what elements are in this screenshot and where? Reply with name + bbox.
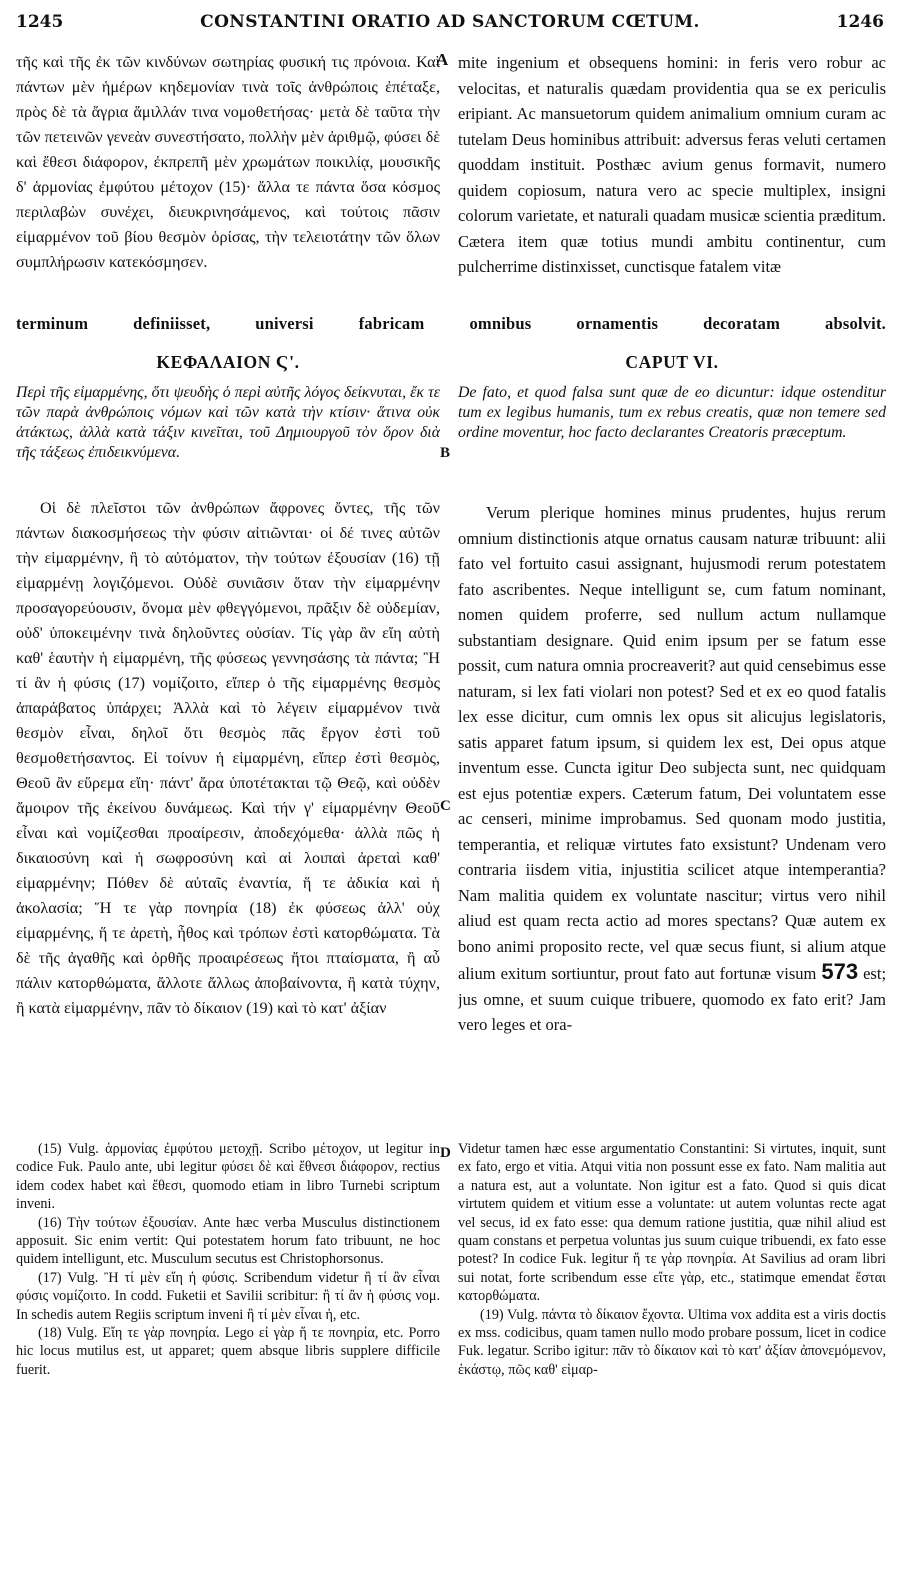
latin-intro-text: mite ingenium et obsequens homini: in feris vero robur ac velocitas, et naturalis quædam providentia qua se ex periculis eripiant. Ac mansuetorum quidem animalium omnium curam ac tutelam Deus hominibus attribuit: adversus feras veluti certamen quoddam instituit. Posthæc avium genus formavit, numero quidem copiosum, natura vero ac specie multiplex, insigni colorum varietate, et naturali quadam musicæ scientia præditum. Cætera item quæ totius mundi ambitu continentur, cum pulcherrime distinxisset, cunctisque fatalem vitæ <box>458 53 886 276</box>
greek-chapter-summary-block <box>16 383 440 493</box>
latin-chapter-heading: CAPUT VI. <box>625 352 719 372</box>
latin-chapter-summary-block <box>458 383 886 473</box>
footnotes-right <box>458 1140 886 1560</box>
page-number-left: 1245 <box>16 12 64 32</box>
latin-body-text-before: Verum plerique homines minus prudentes, hujus rerum omnium distinctionis atque ornatus causam naturæ tribuunt: alii fato vel fortuito casui assignant, hujusmodi rerum potestatem fato ascribentes. Neque intelligunt se, cum fatum nominant, nomen quidem proferre, sed nullum actum nullamque substantiam designare. Quid enim ipsum per se fatum esse possit, cum natura omnia procreaverit? aut quid censebimus esse naturam, si lex fati violari non potest? Sed et ex eo quod fatalis lex esse dicitur, cum omnis lex opus sit alicujus legislatoris, satis apparet fatum ipsum, si quidem lex est, Dei opus atque inventum esse. Cuncta igitur Deo subjecta sunt, nec quidquam est ejus potentiæ expers. Cæterum fatum, Dei voluntatem esse ac censeri, minime improbamus. Sed quonam modo justitia, temperantia, et reliquæ virtutes fato exsistunt? Undenam vero contraria iisdem vitia, injustitia scilicet atque intemperantia? Nam malitia quidem ex voluntate nascitur; virtus vero nihil aliud est quam recta actio ad mores spectans? Quæ autem ex bono animi proposito recte, vel quæ secus fiunt, si alium atque alium exitum sortiuntur, prout fato aut fortunæ visum <box>458 503 886 983</box>
greek-intro-text: τῆς καὶ τῆς ἐκ τῶν κινδύνων σωτηρίας φυσική τις πρόνοια. Καὶ πάντων μὲν ἡμέρων κηδεμονίαν τινὰ τοῖς ἀνθρώποις ἐπέταξε, πρὸς δὲ τὰ ἄγρια ἅμιλλάν τινα νομοθετήσας· μετὰ δὲ ταῦτα τὴν τῶν πετεινῶν γενεὰν συνεστήσατο, πολλὴν μὲν ἀριθμῷ, φύσει δὲ καὶ ἔθεσι διάφορον, ἐκπρεπῆ μὲν χρωμάτων ποικιλίᾳ, μουσικῆς δ' ἁρμονίας ἐμφύτου μέτοχον (15)· ἄλλα τε πάντα ὅσα κόσμος περιλαβὼν συνέχει, διευκρινησάμενος, καὶ τούτοις πᾶσιν εἱμαρμένον τοῦ βίου θεσμὸν ὁρίσας, τὴν τελειοτάτην τῶν ὅλων συμπλήρωσιν κατεκόσμησεν. <box>16 53 440 271</box>
latin-chapter-summary: De fato, et quod falsa sunt quæ de eo dicuntur: idque ostenditur tum ex legibus humanis, tum ex rebus creatis, quæ non temere sed ordine moventur, hoc facto declarantes Creatoris præceptum. <box>458 384 886 441</box>
margin-letter-a: A <box>436 50 449 69</box>
greek-body-text: Οἱ δὲ πλεῖστοι τῶν ἀνθρώπων ἄφρονες ὄντες, τῆς τῶν πάντων διακοσμήσεως τὴν φύσιν αἰτιῶνται· οἱ δέ τινες αὐτῶν τὴν εἱμαρμένην, ἢ τὸ αὐτόματον, τὴν τούτων ἐξουσίαν (16) τῇ εἱμαρμένῃ λογιζόμενοι. Οὐδὲ συνιᾶσιν ὅταν τὴν εἱμαρμένην προσαγορεύουσιν, ὄνομα μὲν φθεγγόμενοι, πρᾶξιν δὲ οὐδεμίαν, οὐδ' ὑποκειμένην τινὰ δηλοῦντες οὐσίαν. Τίς γὰρ ἂν εἴη αὐτὴ καθ' ἑαυτὴν ἡ εἱμαρμένη, τῆς φύσεως γεννησάσης τὰ πάντα; Ἢ τί ἂν ἡ φύσις (17) νομίζοιτο, εἴπερ ὁ τῆς εἱμαρμένης θεσμὸς ἀπαράβατος ὑπάρχει; Ἀλλὰ καὶ τὸ λέγειν εἱμαρμένον τινὰ θεσμὸν εἶναι, δηλοῖ ὅτι θεσμὸς πᾶς ἔργον ἐστὶ τοῦ θεσμοθετήσαντος. Εἰ τοίνυν ἡ εἱμαρμένη, εἴπερ ἐστὶ θεσμὸς, Θεοῦ ἂν εὕρεμα εἴη· πάντ' ἄρα ὑποτέτακται τῷ Θεῷ, καὶ οὐδὲν ἄμοιρον τῆς ἐκείνου δυνάμεως. Καὶ τήν γ' εἱμαρμένην Θεοῦ εἶναι καὶ νομίζεσθαι προαίρεσιν, ἀποδεχόμεθα· ἀλλὰ πῶς ἡ δικαιοσύνη καὶ ἡ σωφροσύνη καὶ αἱ λοιπαὶ ἀρεταὶ καθ' εἱμαρμένην; Πόθεν δὲ αὐταῖς ἐναντία, ἥ τε ἀδικία καὶ ἡ ἀκολασία; Ἥ τε γὰρ πονηρία (18) ἐκ φύσεως ἀλλ' οὐχ εἱμαρμένης, ἥ τε ἀρετὴ, ἦθος καὶ τρόπων ἐστὶ κατορθώματα. Τὰ δὲ τῆς ἀγαθῆς καὶ ὀρθῆς προαιρέσεως ἤτοι πταίσματα, ἢ αὖ πάλιν κατορθώματα, ἄλλοτε ἄλλως ἀποβαίνοντα, ἢ κατὰ τύχην, ἢ κατὰ εἱμαρμένην, πᾶν τὸ δίκαιον (19) καὶ τὸ κατ' ἀξίαν <box>16 499 440 1017</box>
edition-page-number: 573 <box>821 959 859 984</box>
running-title: CONSTANTINI ORATIO AD SANCTORUM CŒTUM. <box>200 12 700 32</box>
running-header <box>16 10 884 38</box>
footnote-17: (17) Vulg. Ἢ τί μὲν εἴη ἡ φύσις. Scribendum videtur ἢ τί ἂν εἶναι φύσις νομίζοιτο. In codd. Fuketii et Savilii scribitur: ἢ τί ἂν ἡ φύσις νομ. In schedis autem Regiis scriptum inveni ἢ τί μὲν εἶναι ἡ, etc. <box>16 1269 440 1323</box>
footnote-16: (16) Τὴν τούτων ἐξουσίαν. Ante hæc verba Musculus distinctionem apposuit. Sic enim vertit: Qui potestatem horum fato tribuunt, ne hoc quidem intelligunt, etc. Musculum secutus est Christophorsonus. <box>16 1214 440 1268</box>
margin-letter-d: D <box>440 1145 451 1161</box>
footnote-15: (15) Vulg. ἁρμονίας ἐμφύτου μετοχῇ. Scribo μέτοχον, ut legitur in codice Fuk. Paulo ante, ubi legitur φύσει δὲ καὶ ἔθνεσι διάφορον, rectius idem codex habet καὶ ἔθεσι, quomodo etiam in libro Turnebi scriptum inveni. <box>16 1141 440 1213</box>
margin-letter-c: C <box>440 798 451 814</box>
footnotes-left <box>16 1140 440 1560</box>
page-number-right: 1246 <box>836 12 884 32</box>
footnote-18-continued: Videtur tamen hæc esse argumentatio Constantini: Si virtutes, inquit, sunt ex fato, ergo et vitia. Atqui vitia non possunt esse ex fato. Nam malitia aut a natura est, aut a voluntate. Non igitur est a fato. Quod si quis dicat virtutem quidem et vitium esse a voluntate: ut autem voluntas recte agat vel secus, id ex fato esse: qua demum ratione justitia, quæ nihil aliud est quam constans et perpetua voluntas jus suum cuique tribuendi, ex fato esse potest? In codice Fuk. legitur ἥ τε γὰρ πονηρία. At Savilius ad oram libri sui notat, forte scribendum esse εἴτε γὰρ, etc., statimque emendat ἔσται κατορθώματα. <box>458 1141 886 1305</box>
latin-body-text-after: est; jus omne, et suum cuique tribuere, quomodo ex fato erit? Jam vero leges et ora- <box>458 964 886 1034</box>
latin-intro-column <box>458 50 886 312</box>
margin-letter-b: B <box>440 445 451 461</box>
greek-chapter-heading: ΚΕΦΑΛΑΙΟΝ Ϛ'. <box>156 352 300 372</box>
greek-intro-column <box>16 50 440 312</box>
latin-chapter-body <box>458 500 886 1128</box>
latin-body-text <box>458 500 886 1038</box>
greek-chapter-summary: Περὶ τῆς εἱμαρμένης, ὅτι ψευδὴς ὁ περὶ αὐτῆς λόγος δείκνυται, ἔκ τε τῶν παρὰ ἀνθρώποις νόμων καὶ τῶν κατὰ τὴν κτίσιν· ἅτινα οὐκ ἀτάκτως, ἀλλὰ κατὰ τάξιν κινεῖται, τοῦ Δημιουργοῦ τὸν ὅρον διὰ τῆς τάξεως ἐπιδεικνύμενα. <box>16 384 440 461</box>
footnote-18: (18) Vulg. Εἴη τε γὰρ πονηρία. Lego εἰ γὰρ ἥ τε πονηρία, etc. Porro hic locus mutilus est, ut apparet; quem absque libris supplere difficile fuerit. <box>16 1325 440 1378</box>
greek-chapter-body <box>16 496 440 1126</box>
full-width-line: terminum definiisset, universi fabricam omnibus ornamentis decoratam absolvit. <box>16 314 886 333</box>
footnote-19: (19) Vulg. πάντα τὸ δίκαιον ἔχοντα. Ultima vox addita est a viris doctis ex mss. codicibus, quam tamen nullo modo probare possum, licet in codice Fuk. legatur. Scribo igitur: πᾶν τὸ δίκαιον καὶ τὸ κατ' ἀξίαν ἀπονεμόμενον, ἑκάστῳ, πῶς καθ' εἱμαρ- <box>458 1306 886 1378</box>
